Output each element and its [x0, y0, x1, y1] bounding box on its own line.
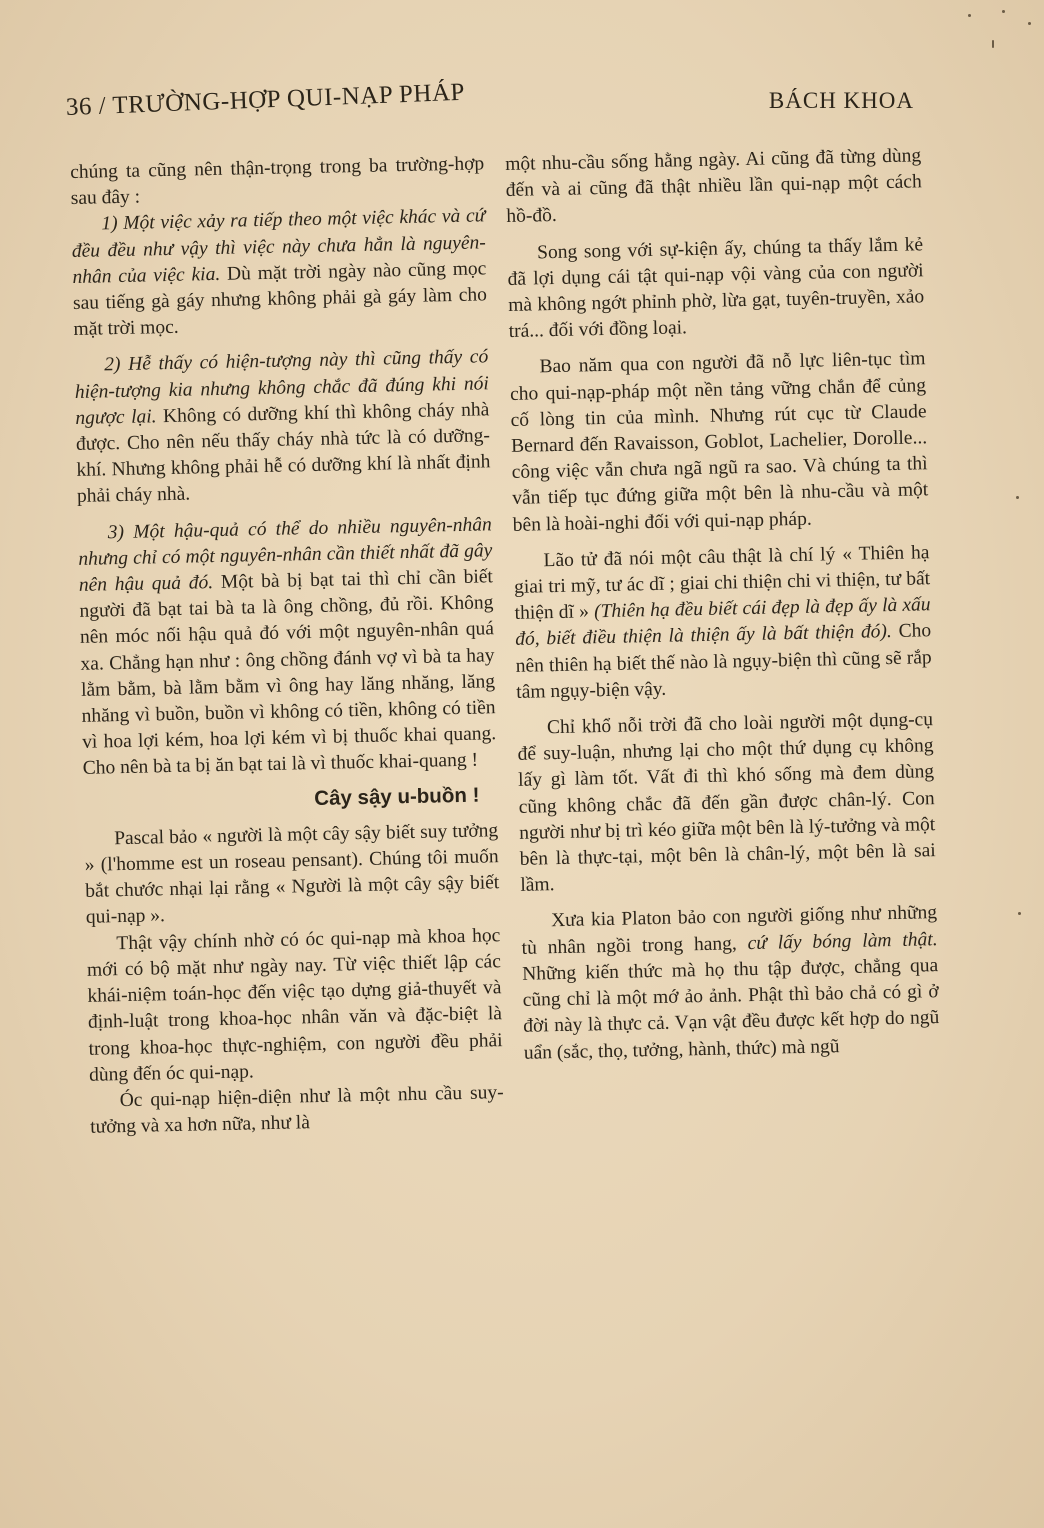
- italic-text: 3) Một hậu-quả có thể do nhiều nguyên-nhân nhưng chỉ có một nguyên-nhân cần thiết nhất đã gây nên hậu quả đó.: [78, 513, 493, 596]
- page-header: [65, 78, 914, 132]
- body-text: Dù mặt trời ngày nào cũng mọc sau tiếng gà gáy nhưng không phải gà gáy làm cho mặt trời mọc.: [72, 258, 488, 341]
- paragraph: [513, 540, 932, 706]
- paragraph: chúng ta cũng nên thận-trọng trong ba trường-hợp sau đây :: [70, 153, 485, 210]
- body-text: Cho nên thiên hạ biết thế nào là ngụy-biện thì cũng sẽ rắp tâm ngụy-biện vậy.: [515, 620, 932, 703]
- italic-text: 2) Hễ thấy có hiện-tượng này thì cũng thấy có hiện-tượng kia nhưng không chắc đã đúng khi nói ngược lại.: [74, 346, 489, 429]
- paragraph: [71, 204, 488, 344]
- section-heading: Cây sậy u-buồn !: [314, 783, 480, 810]
- paper-speck: [992, 40, 994, 48]
- paper-speck: [1018, 912, 1021, 915]
- italic-text: cứ lấy bóng làm thật.: [747, 928, 938, 954]
- paper-speck: [968, 14, 971, 17]
- body-text: Không có dưỡng khí thì không cháy nhà được. Cho nên nếu thấy cháy nhà tức là có dưỡng-khí. Nhưng không phải hễ có dưỡng khí là nhất định phải cháy nhà.: [75, 399, 491, 508]
- body-text: Lão tử đã nói một câu thật là chí lý « Thiên hạ giai tri mỹ, tư ác dĩ ; giai chi thiện chi vi thiện, tư bất thiện dĩ »: [513, 542, 931, 625]
- magazine-name: BÁCH KHOA: [768, 88, 914, 113]
- paragraph: [78, 512, 497, 783]
- paragraph: Óc qui-nạp hiện-diện như là một nhu cầu suy-tưởng và xa hơn nữa, như là: [90, 1082, 504, 1138]
- body-text: Xưa kia Platon bảo con người giống như những tù nhân ngồi trong hang,: [521, 902, 938, 959]
- paragraph: [521, 901, 940, 1067]
- paper-speck: [1002, 10, 1005, 13]
- body-text: Những kiến thức mà họ thu tập được, chẳng qua cũng chỉ là một mớ ảo ảnh. Phật thì bảo chả có gì ở đời này là thực cả. Vạn vật đều được kết hợp do ngũ uẩn (sắc, thọ, tưởng, hành, thức) mà ngũ: [522, 955, 940, 1064]
- paragraph: [74, 345, 491, 511]
- paragraph: Thật vậy chính nhờ có óc qui-nạp mà khoa học mới có bộ mặt như ngày nay. Từ việc thiết lập các khái-niệm toán-học đến việc tạo dựng giả-thuyết và định-luật trong khoa-học nhân văn và đặc-biệt là trong khoa-học thực-nghiệm, con người đều phải dùng đến óc qui-nạp.: [86, 924, 503, 1086]
- paper-speck: [1028, 22, 1031, 25]
- right-column: [505, 143, 940, 1066]
- body-text: Một bà bị bạt tai thì chỉ cần biết người đã bạt tai bà ta là ông chồng, đủ rồi. Không nên móc nối hậu quả đó với một nguyên-nhân quá xa. Chẳng hạn như : ông chồng đánh vợ vì bà ta hay lằm bằm, bà lằm bằm vì ông hay lăng nhăng, lăng nhăng vì buồn, buồn vì không có tiền, không có tiền vì hoa lợi kém, hoa lợi kém vì bị thuốc khai quang. Cho nên bà ta bị ăn bạt tai là vì thuốc khai-quang !: [79, 566, 497, 780]
- italic-text: 1) Một việc xảy ra tiếp theo một việc khác và cứ đều đều như vậy thì việc này chưa hẳn là nguyên-nhân của việc kia.: [71, 205, 487, 288]
- paragraph: một nhu-cầu sống hằng ngày. Ai cũng đã từng dùng đến và ai cũng đã thật nhiều lần qui-nạp một cách hồ-đồ.: [505, 145, 922, 228]
- paper-speck: [1016, 496, 1019, 499]
- left-column: [70, 151, 504, 1141]
- paragraph: Bao năm qua con người đã nỗ lực liên-tục tìm cho qui-nạp-pháp một nền tảng vững chắn để củng cố lòng tin của mình. Nhưng rút cục từ Claude Bernard đến Ravaisson, Goblot, Lachelier, Dorolle... công việc vẫn chưa ngã ngũ ra sao. Và chúng ta thì vẫn tiếp tục đứng giữa một bên là nhu-cầu và một bên là hoài-nghi đối với qui-nạp pháp.: [509, 348, 929, 536]
- paragraph: Song song với sự-kiện ấy, chúng ta thấy lắm kẻ đã lợi dụng cái tật qui-nạp vội vàng của con người mà không ngớt phỉnh phờ, lừa gạt, tuyên-truyền, xảo trá... đối với đồng loại.: [507, 233, 925, 343]
- paragraph: Chỉ khổ nỗi trời đã cho loài người một dụng-cụ để suy-luận, nhưng lại cho một thứ dụng cụ không lấy gì làm tốt. Vất đi thì khó sống mà đem dùng cũng không chắc đã đến gần được chân-lý. Con người như bị trì kéo giữa một bên là lý-tưởng và một bên là thực-tại, một bên là chân-lý, một bên là sai lầm.: [517, 709, 936, 897]
- page-number-and-title: 36 / TRƯỜNG-HỢP QUI-NẠP PHÁP: [65, 78, 466, 121]
- paragraph: Pascal bảo « người là một cây sậy biết suy tưởng » (l'homme est un roseau pensant). Chúng tôi muốn bắt chước nhại lại rằng « Người là một cây sậy biết qui-nạp ».: [84, 820, 500, 929]
- italic-text: (Thiên hạ đều biết cái đẹp là đẹp ấy là xấu đó, biết điều thiện là thiện ấy là bất thiện đó).: [514, 594, 931, 651]
